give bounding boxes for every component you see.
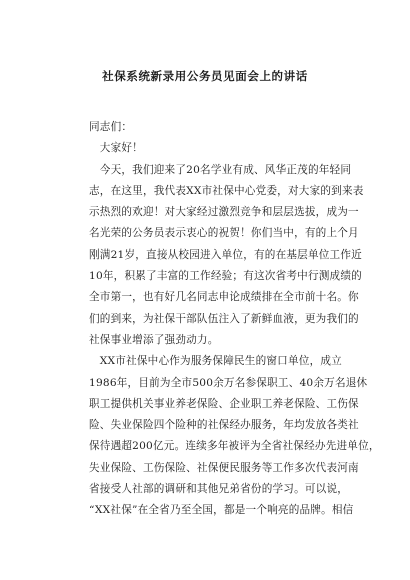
body-line: 大家好！ [89, 142, 143, 155]
body-line: 今天，我们迎来了20名学业有成、风华正茂的年轻同 [89, 163, 352, 176]
body-line: 志，在这里，我代表XX市社保中心党委，对大家的到来表 [89, 184, 364, 197]
body-line: 保待遇超200亿元。连续多年被评为全省社保经办先进单位， [89, 440, 380, 453]
body-line: 全市第一，也有好几名同志申论成绩排在全市前十名。你 [89, 291, 359, 304]
body-line: 省接受人社部的调研和其他兄弟省份的学习。可以说， [89, 483, 349, 496]
document-title: 社保系统新录用公务员见面会上的讲话 [102, 69, 308, 83]
body-line: 示热烈的欢迎！对大家经过激烈竞争和层层选拔，成为一 [89, 206, 359, 219]
body-line: 同志们： [89, 121, 133, 133]
body-line: 失业保险、工伤保险、社保便民服务等工作多次代表河南 [89, 461, 359, 474]
body-line: 名光荣的公务员表示衷心的祝贺！你们当中，有的上个月 [89, 227, 359, 240]
body-line: 们的到来，为社保干部队伍注入了新鲜血液，更为我们的 [89, 312, 359, 325]
document-body [89, 117, 380, 522]
body-line: 刚满21岁，直接从校园进入单位，有的在基层单位工作近 [89, 248, 362, 261]
body-line: 险、失业保险四个险种的社保经办服务，年均发放各类社 [89, 419, 359, 432]
body-line: 1986年，目前为全市500余万名参保职工、40余万名退休 [89, 376, 368, 389]
body-line: “XX社保”在全省乃至全国，都是一个响亮的品牌。相信 [89, 504, 354, 517]
body-line: 10年，积累了丰富的工作经验；有这次省考中行测成绩的 [89, 270, 362, 283]
body-line: XX市社保中心作为服务保障民生的窗口单位，成立 [89, 355, 342, 368]
body-line: 职工提供机关事业养老保险、企业职工养老保险、工伤保 [89, 397, 359, 410]
body-line: 社保事业增添了强劲动力。 [89, 333, 219, 346]
